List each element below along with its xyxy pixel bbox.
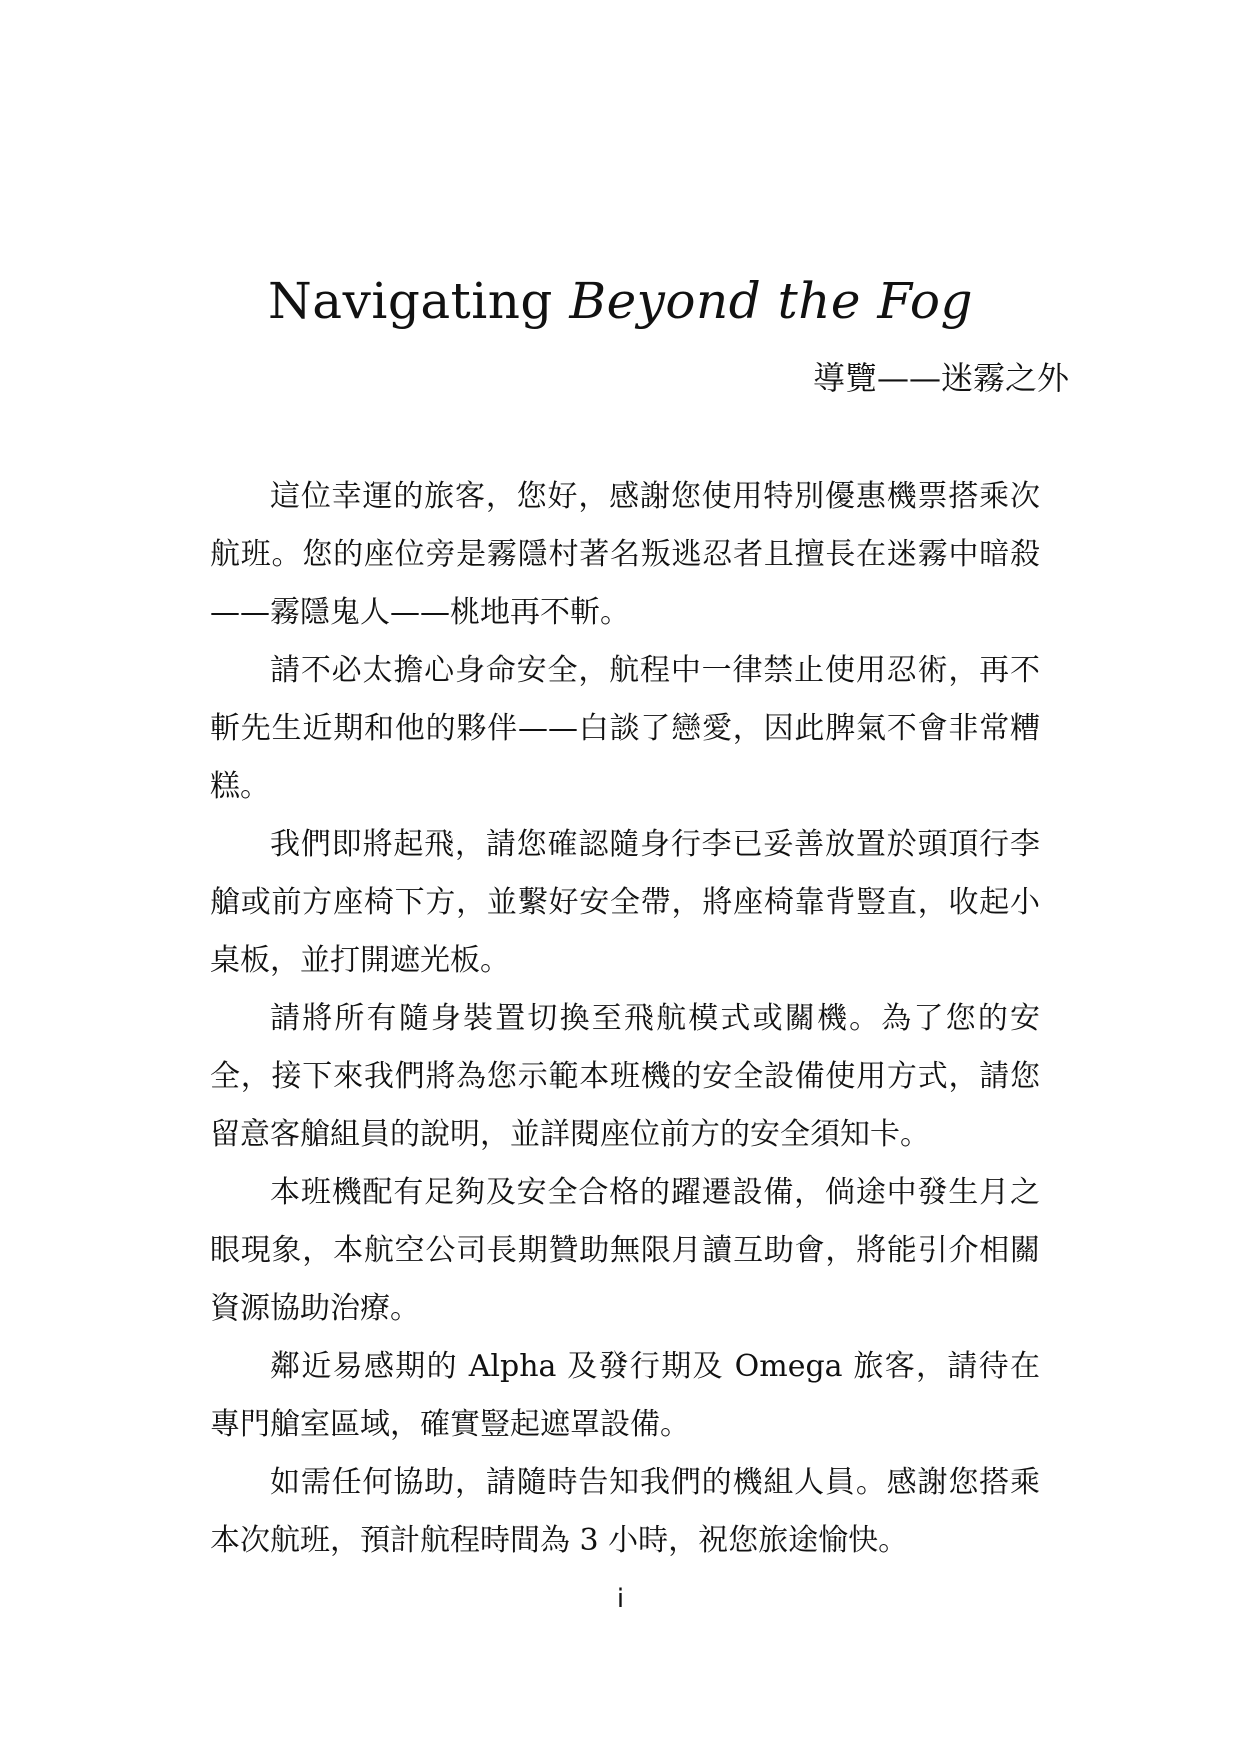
paragraph: 請不必太擔心身命安全，航程中一律禁止使用忍術，再不斬先生近期和他的夥伴——白談了戀愛，因此脾氣不會非常糟糕。 <box>210 653 1040 804</box>
paragraph: 這位幸運的旅客，您好，感謝您使用特別優惠機票搭乘次航班。您的座位旁是霧隱村著名叛逃忍者且擅長在迷霧中暗殺——霧隱鬼人——桃地再不斬。 <box>210 479 1040 630</box>
paragraph: 我們即將起飛，請您確認隨身行李已妥善放置於頭頂行李艙或前方座椅下方，並繫好安全帶，將座椅靠背豎直，收起小桌板，並打開遮光板。 <box>210 827 1040 978</box>
title-roman-part: Navigating <box>268 272 570 330</box>
paragraph: 請將所有隨身裝置切換至飛航模式或關機。為了您的安全，接下來我們將為您示範本班機的安全設備使用方式，請您留意客艙組員的說明，並詳閱座位前方的安全須知卡。 <box>210 1001 1040 1152</box>
paragraph: 如需任何協助，請隨時告知我們的機組人員。感謝您搭乘本次航班，預計航程時間為 3 小時，祝您旅途愉快。 <box>210 1465 1040 1558</box>
page-number: i <box>616 1584 625 1614</box>
body-text <box>210 468 1040 1570</box>
page-title <box>0 268 1241 334</box>
page-subtitle: 導覽——迷霧之外 <box>812 359 1069 397</box>
title-italic-part: Beyond the Fog <box>569 272 973 330</box>
paragraph: 本班機配有足夠及安全合格的躍遷設備，倘途中發生月之眼現象，本航空公司長期贊助無限月讀互助會，將能引介相關資源協助治療。 <box>210 1175 1040 1326</box>
paragraph: 鄰近易感期的 Alpha 及發行期及 Omega 旅客，請待在專門艙室區域，確實豎起遮罩設備。 <box>210 1349 1040 1442</box>
